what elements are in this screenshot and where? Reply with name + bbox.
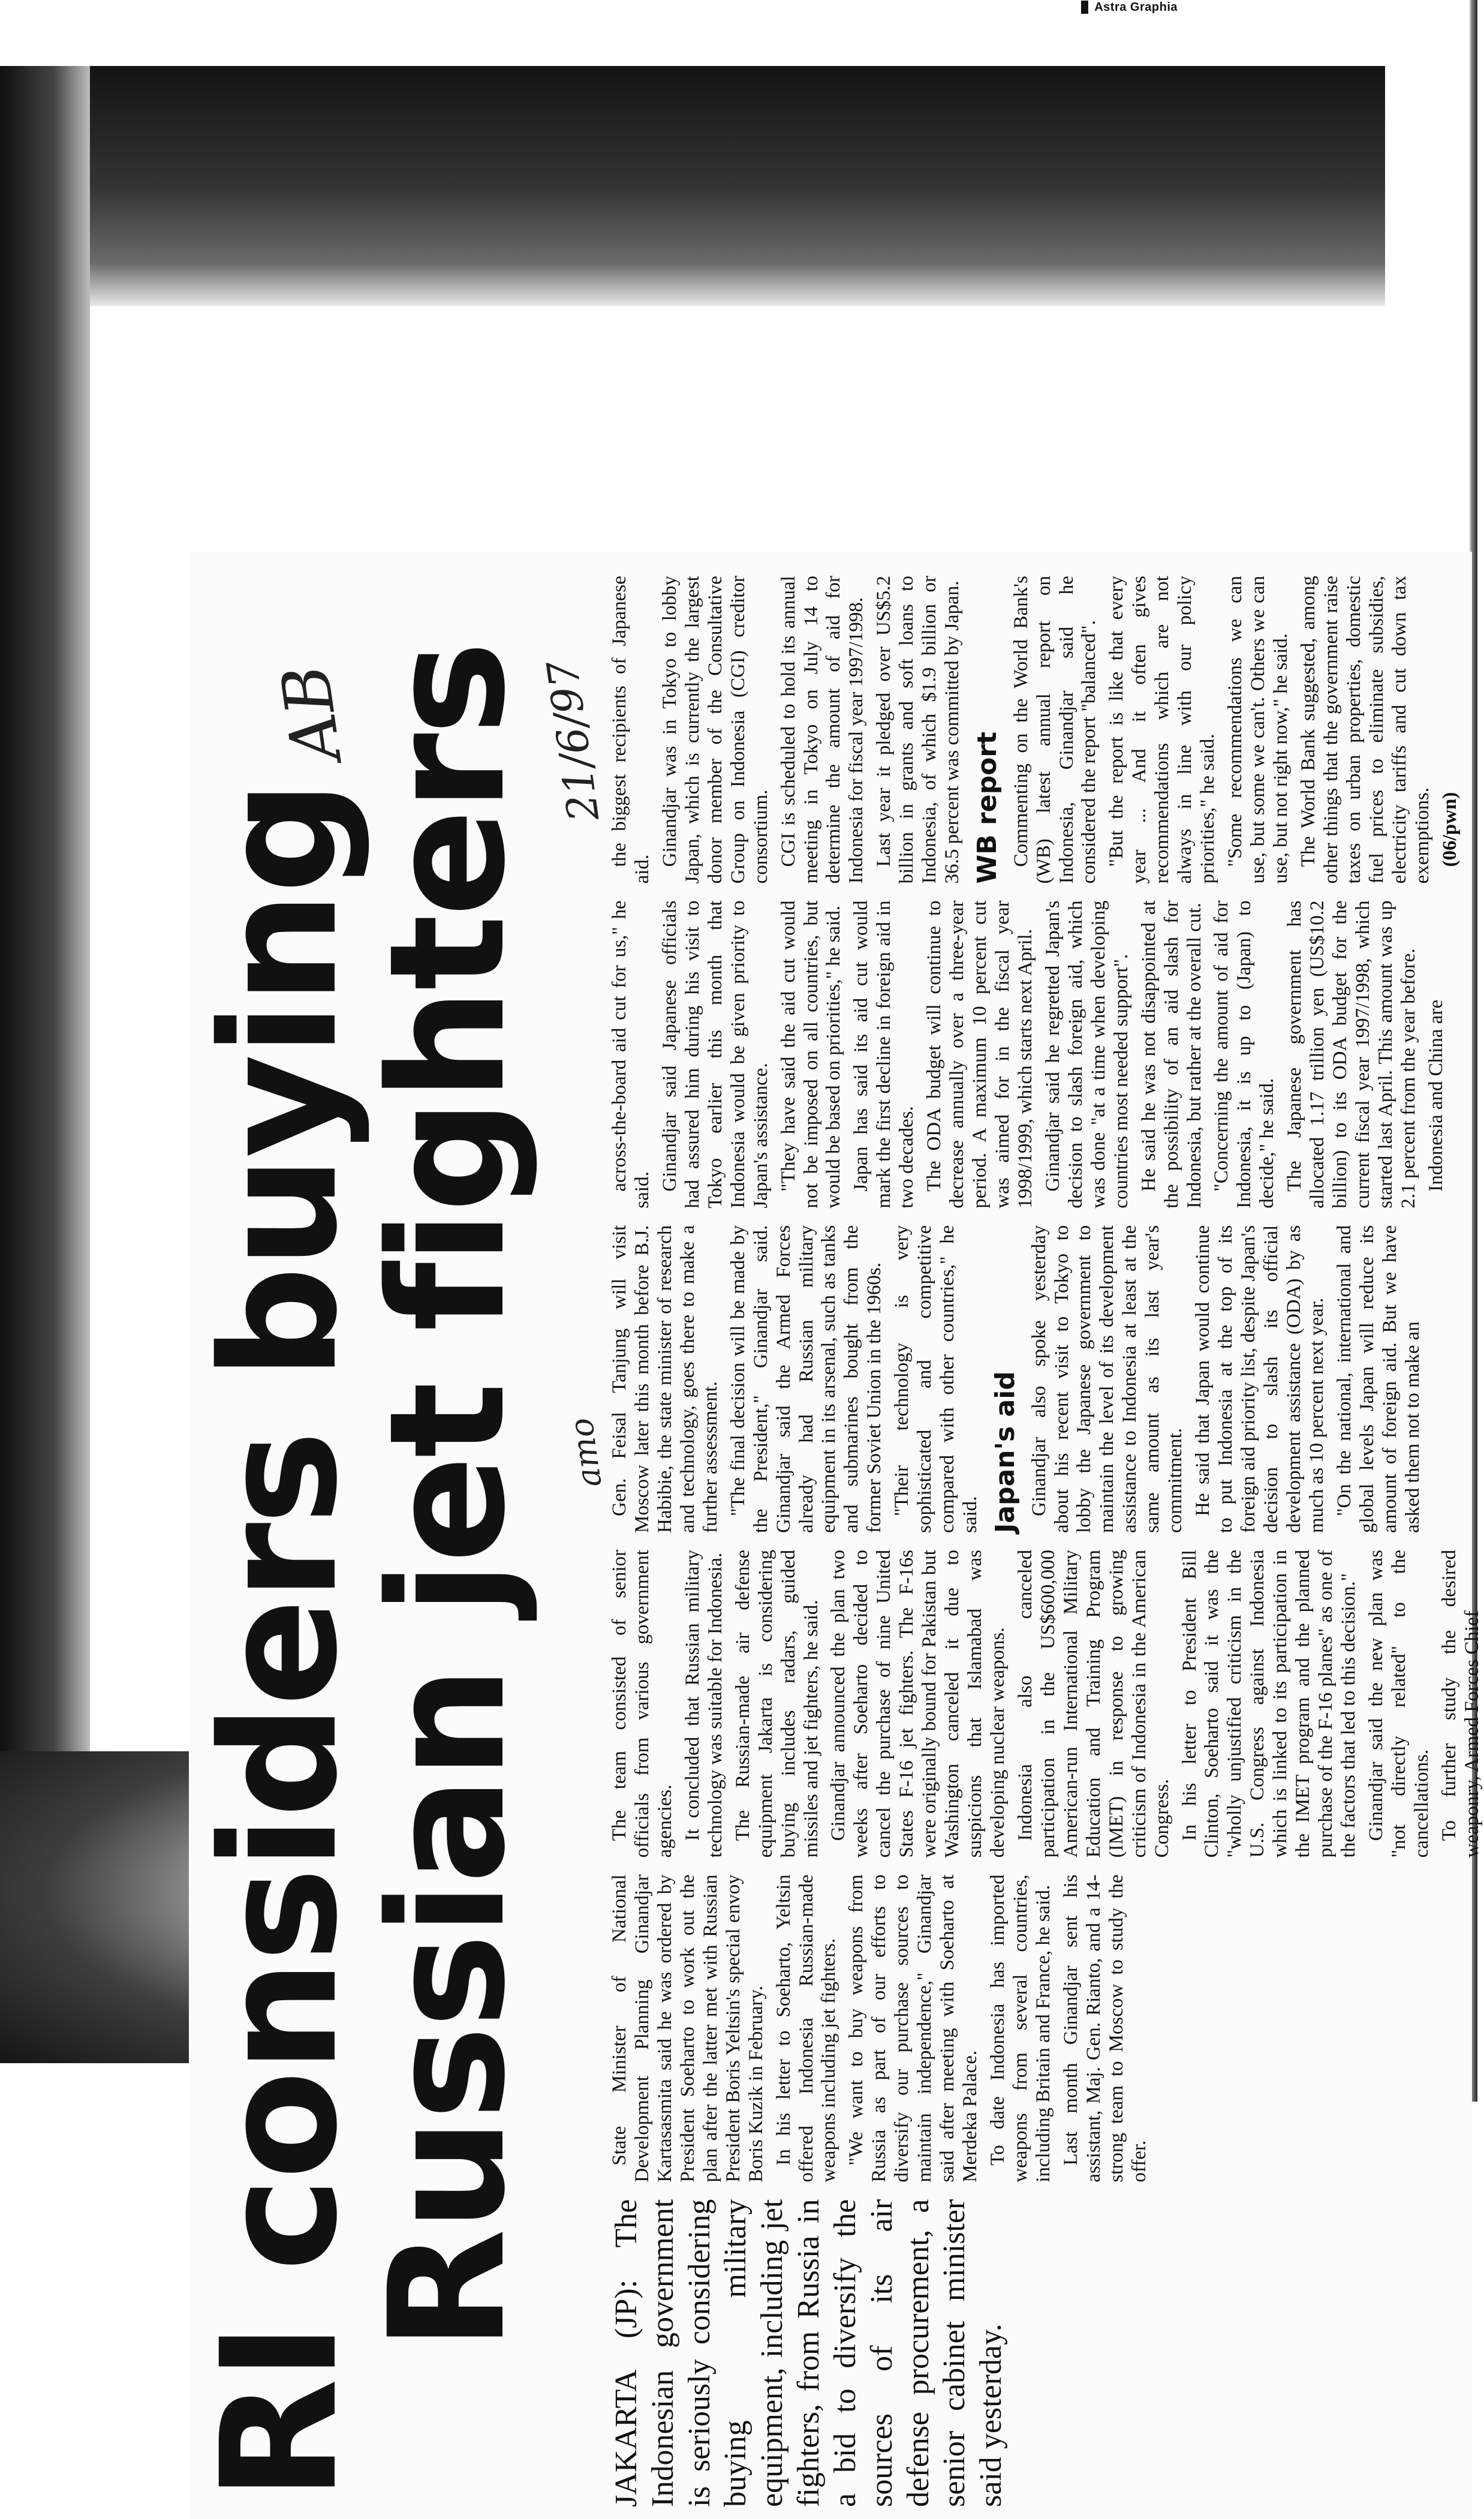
paragraph: The World Bank suggested, among other things that the government raise taxes on urban properties, domestic fuel prices to eliminate subsidies, electricity tariffs and cut down tax exemptions. <box>1297 576 1433 884</box>
paragraph: To date Indonesia has imported weapons from several countries, including Britain and France, he said. <box>987 1874 1054 2183</box>
left-photo-strip <box>0 66 90 1805</box>
paragraph: "Some recommendations we can use, but some we can't. Others we can use, but not right now," he said. <box>1224 576 1292 884</box>
headline-line-1: RI considers buying <box>188 782 372 2501</box>
paragraph: The Russian-made air defense equipment Jakarta is considering buying includes radars, guided missiles and jet fighters, he said. <box>732 1550 822 1858</box>
column-6 <box>609 576 1461 884</box>
paragraph: The team consisted of senior officials from various government agencies. <box>609 1550 676 1858</box>
paragraph: "The final decision will be made by the President," Ginandjar said. Ginandjar said the Armed Forces already had Russian military equipment in its arsenal, such as tanks and submarines bought from the former Soviet Union in the 1960s. <box>727 1225 886 1534</box>
paragraph: Indonesia also canceled participation in the US$600,000 American-run International Military Education and Training Program (IMET) in response to growing criticism of Indonesia in the American Congress. <box>1014 1550 1173 1858</box>
paragraph: Ginandjar said the new plan was "not directly related" to the cancellations. <box>1365 1550 1432 1858</box>
news-clipping <box>188 552 1483 2519</box>
paragraph: "Their technology is very sophisticated and competitive compared with other countries," he said. <box>891 1225 982 1534</box>
paragraph: He said he was not disappointed at the possibility of an aid slash for Indonesia, but rather at the overall cut. <box>1137 900 1205 1209</box>
paragraph: "But the report is like that every year ... And it often gives recommendations which are not always in line with our policy priorities," he said. <box>1106 576 1219 884</box>
column-5 <box>609 900 1454 1208</box>
handwritten-date: 21/6/97 <box>537 657 609 825</box>
handwritten-mark: amo <box>562 1415 609 1490</box>
paragraph: It concluded that Russian military technology was suitable for Indonesia. <box>681 1550 726 1858</box>
paragraph: CGI is scheduled to hold its annual meeting in Tokyo on July 14 to determine the amount of aid for Indonesia for fiscal year 1997/1998. <box>777 576 868 884</box>
paragraph: Indonesia and China are <box>1425 999 1447 1192</box>
paragraph: Japan has said its aid cut would mark the first decline in foreign aid in two decades. <box>850 900 918 1209</box>
top-photo-strip <box>0 66 1385 306</box>
header-mark <box>1081 0 1178 14</box>
brand-block-icon <box>1081 1 1088 14</box>
paragraph: In his letter to President Bill Clinton, Soeharto said it was the "wholly unjustified criticism in the U.S. Congress against Indonesia which is linked to its participation in the IMET program and the planned purchase of the F-16 planes" as one of the factors that led to this decision." <box>1178 1550 1360 1858</box>
paragraph: Last month Ginandjar sent his assistant, Maj. Gen. Rianto, and a 14-strong team to Moscow to study the offer. <box>1059 1874 1150 2183</box>
paragraph: Gen. Feisal Tanjung will visit Moscow later this month before B.J. Habibie, the state minister of research and technology, goes there to make a further assessment. <box>609 1225 721 1534</box>
paragraph: "Concerning the amount of aid for Indonesia, it is up to (Japan) to decide," he said. <box>1211 900 1278 1209</box>
paragraph: across-the-board aid cut for us," he said. <box>609 900 653 1209</box>
paragraph: The Japanese government has allocated 1.17 trillion yen (US$10.2 billion) to its ODA budget for the current fiscal year 1997/1998, which started last April. This amount was up 2.1 percent from the year before. <box>1284 900 1419 1209</box>
paragraph: "They have said the aid cut would not be imposed on all countries, but would be based on priorities," he said. <box>777 900 845 1209</box>
paragraph: Ginandjar announced the plan two weeks after Soeharto decided to cancel the purchase of nine United States F-16 jet fighters. The F-16s were originally bound for Pakistan but Washington canceled it due to suspicions that Islamabad was developing nuclear weapons. <box>827 1550 1009 1858</box>
paragraph: Commenting on the World Bank's (WB) latest annual report on Indonesia, Ginandjar said he considered the report "balanced". <box>1010 576 1100 884</box>
paragraph: Ginandjar also spoke yesterday about his recent visit to Tokyo to lobby the Japanese government to maintain the level of its development assistance to Indonesia at least at the same amount as its last year's commitment. <box>1028 1225 1187 1534</box>
paragraph: the biggest recipients of Japanese aid. <box>609 576 653 884</box>
paragraph: "We want to buy weapons from Russia as part of our efforts to diversify our purchase sources to maintain independence," Ginandjar said after meeting with Soeharto at Merdeka Palace. <box>845 1874 982 2183</box>
article-columns <box>609 576 1483 2507</box>
paragraph: Last year it pledged over US$5.2 billion in grants and soft loans to Indonesia, of which $1.9 billion or 36.5 percent was committed by Japan. <box>873 576 964 884</box>
paragraph: The ODA budget will continue to decrease annually over a three-year period. A maximum 10 percent cut was aimed for in the fiscal year 1998/1999, which starts next April. <box>923 900 1036 1209</box>
paragraph: He said that Japan would continue to put Indonesia at the top of its foreign aid priority list, despite Japan's decision to slash its official development assistance (ODA) by as much as 10 percent next year. <box>1192 1225 1328 1534</box>
signoff: (06/pwn) <box>1438 792 1461 867</box>
subhead-japans-aid: Japan's aid <box>990 1371 1021 1534</box>
paragraph: In his letter to Soeharto, Yeltsin offered Indonesia Russian-made weapons including jet fighters. <box>772 1874 840 2183</box>
paragraph: State Minister of National Development Planning Ginandjar Kartasasmita said he was ordered by President Soeharto to work out the plan after the latter met with Russian President Boris Yeltsin's special envoy Boris Kuzik in February. <box>609 1874 767 2183</box>
paragraph: To further study the desired weaponry, Armed Forces Chief <box>1438 1550 1483 1858</box>
brand-name: Astra Graphia <box>1094 0 1178 14</box>
paragraph: Ginandjar said he regretted Japan's decision to slash foreign aid, which was done "at a time when developing countries most needed support". <box>1041 900 1132 1209</box>
column-3 <box>609 1550 1483 1858</box>
column-4 <box>609 1225 1454 1533</box>
paragraph: Ginandjar was in Tokyo to lobby Japan, which is currently the largest donor member of the Consultative Group on Indonesia (CGI) creditor consortium. <box>658 576 772 884</box>
column-2 <box>609 1874 1454 2182</box>
column-1 <box>609 2199 1454 2507</box>
paragraph: "On the national, international and global levels Japan will reduce its amount of foreign aid. But we have asked them not to make an <box>1333 1225 1423 1534</box>
headline-line-2: Russian jet fighters <box>356 643 540 2351</box>
paragraph: Ginandjar said Japanese officials had assured him during his visit to Tokyo earlier this month that Indonesia would be given priority to Japan's assistance. <box>658 900 772 1209</box>
lead-paragraph: JAKARTA (JP): The Indonesian government is seriously considering buying military equipment, including jet fighters, from Russia in a bid to diversify the sources of its air defense procurement, a senior cabinet minister said yesterday. <box>609 2199 1009 2507</box>
subhead-wb-report: WB report <box>972 731 1003 884</box>
handwritten-initials: AB <box>266 660 356 767</box>
